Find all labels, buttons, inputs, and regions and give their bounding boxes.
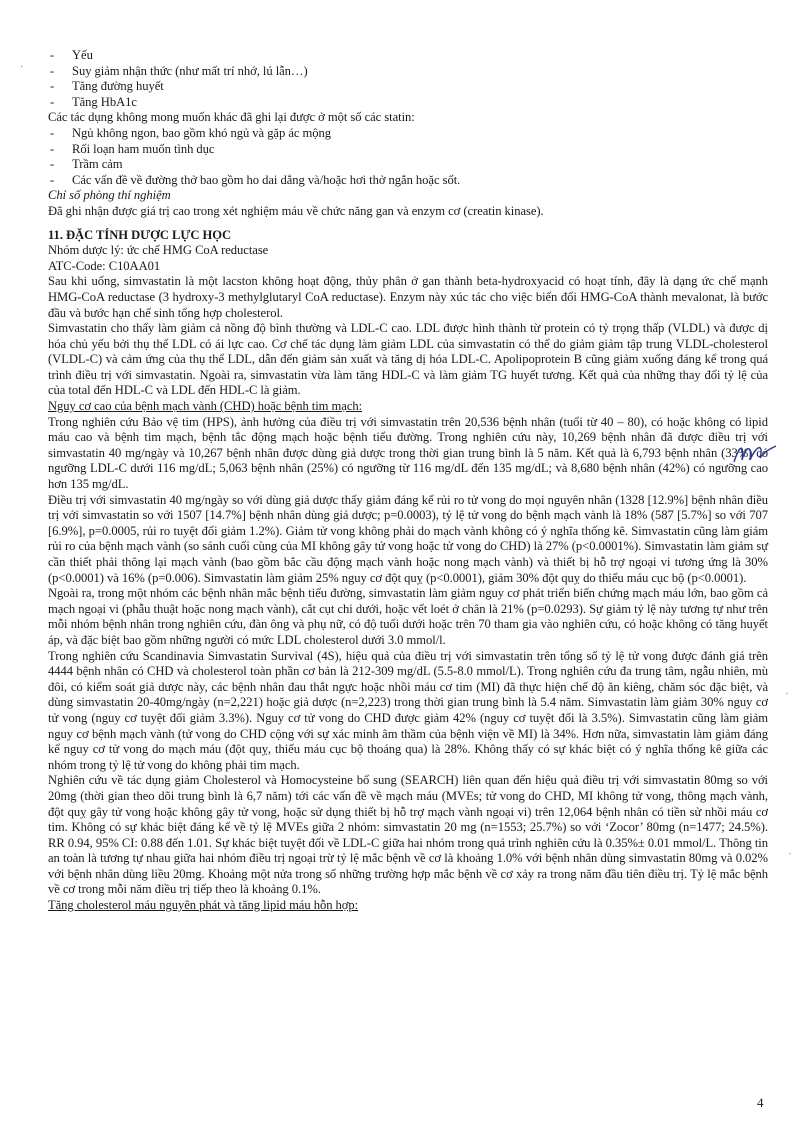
- paragraph: Điều trị với simvastatin 40 mg/ngày so với dùng giả dược thấy giảm đáng kể rủi ro tử vong do mọi nguyên nhân (1328 [12.9%] bệnh nhân điều trị với simvastatin so với 1507 [14.7%] bệnh nhân dùng giả dược; p=0.0003), tỷ lệ tử vong do bệnh mạch vành là 18% (587 [5.7%] so với 707 [6.9%], p=0.0005, rủi ro tuyệt đối giảm 1.2%). Giảm tử vong không phải do mạch vành không có ý nghĩa thống kê. Simvastatin cũng làm giảm rủi ro của bệnh mạch vành (so sánh cuối cùng của MI không gây tử vong hoặc tử vong do CHD) là 27% (p<0.0001%). Simvastatin làm giảm sự cần thiết phải thông lại mạch vành (bao gồm bắc cầu động mạch vành hoặc nong mạch vành) và thiết bị hỗ trợ ngoại vi tương ứng là 30% (p<0.0001) và 16% (p=0.006). Simvastatin làm giảm 25% nguy cơ đột quỵ (p<0.0001), giảm 30% đột quỵ do thiếu máu cục bộ (p<0.0001).: [48, 492, 768, 585]
- scan-mark-icon: ˈ: [788, 850, 792, 864]
- other-effects-intro: Các tác dụng không mong muốn khác đã ghi lại được ở một số các statin:: [48, 110, 415, 125]
- paragraph: Trong nghiên cứu Bảo vệ tim (HPS), ảnh hưởng của điều trị với simvastatin trên 20,536 bệnh nhân (tuổi từ 40 – 80), có hoặc không có lipid máu cao và bệnh tim mạch, bệnh tắc động mạch hoặc bệnh tiểu đường. Trong nghiên cứu này, 10,269 bệnh nhân đã được điều trị với simvastatin 40 mg/ngày và 10,267 bệnh nhân được dùng giả dược trong thời gian trung bình là 5 năm. Kết quả là 6,793 bệnh nhân (33%) có ngưỡng LDL-C dưới 116 mg/dL; 5,063 bệnh nhân (25%) có ngưỡng từ 116 mg/dL đến 135 mg/dL; và 8,680 bệnh nhân (42%) có ngưỡng cao hơn 135 mg/dL.: [48, 414, 768, 492]
- list-item: - Các vấn đề về đường thở bao gồm ho dai dẳng và/hoặc hơi thở ngắn hoặc sốt.: [48, 173, 768, 189]
- paragraph: Simvastatin cho thấy làm giảm cả nồng độ bình thường và LDL-C cao. LDL được hình thành từ protein có tỷ trọng thấp (VLDL) và được dị hóa chủ yếu bởi thụ thể LDL có ái lực cao. Cơ chế tác dụng làm giảm LDL của simvastatin có thể do giảm giảm tập trung VLDL-cholesterol (VLDL-C) và cảm ứng của thụ thể LDL, dẫn đến giảm sản xuất và tăng dị hóa LDL-C. Apolipoprotein B cũng giảm xuống đáng kể trong quá trình điều trị với simvastatin. Ngoài ra, simvastatin vừa làm tăng HDL-C và làm giảm TG huyết tương. Kết quả của những thay đổi tỷ lệ của của total đến HDL-C và LDL đến HDL-C là giảm.: [48, 321, 768, 398]
- paragraph: Nghiên cứu về tác dụng giảm Cholesterol và Homocysteine bổ sung (SEARCH) liên quan đến hiệu quả điều trị với simvastatin 80mg so với 20mg (thời gian theo dõi trung bình là 6,7 năm) tới các vấn đề về mạch máu (MVEs; tử vong do CHD, MI không tử vong, thông mạch vành, đột quỵ gây tử vong hoặc không gây tử vong, hoặc sử dụng thiết bị hỗ trợ mạch vành ngoại vi) trên 12,064 bệnh nhân có tiền sử nhồi máu cơ tim. Không có sự khác biệt đáng kể về tỷ lệ MVEs giữa 2 nhóm: simvastatin 20 mg (n=1553; 25.7%) so với ‘Zocor’ 80mg (n=1477; 24.5%). RR 0.94, 95% CI: 0.88 đến 1.01. Sự khác biệt tuyệt đối về LDL-C giữa hai nhóm trong quá trình nghiên cứu là 0.35%± 0.01 mmol/L. Thông tin an toàn là tương tự nhau giữa hai nhóm điều trị ngoại trừ tỷ lệ mắc bệnh về cơ là khoảng 1.0% với bệnh nhân dùng simvastatin 80mg và 0.02% với bệnh nhân dùng liều 20mg. Khoảng một nửa trong số những trường hợp mắc bệnh về cơ xảy ra trong năm đầu tiên điều trị. Tỷ lệ mắc bệnh về cơ trong mỗi năm điều trị tiếp theo là khoảng 0.1%.: [48, 773, 768, 897]
- list-item: - Ngủ không ngon, bao gồm khó ngủ và gặp ác mộng: [48, 126, 768, 142]
- lab-heading: Chỉ số phòng thí nghiệm: [48, 188, 171, 203]
- list-item: - Suy giảm nhận thức (như mất trí nhớ, lú lẫn…): [48, 64, 768, 80]
- paragraph: Ngoài ra, trong một nhóm các bệnh nhân mắc bệnh tiểu đường, simvastatin làm giảm nguy cơ phát triển biến chứng mạch máu lớn, bao gồm cả mạch ngoại vi (phẫu thuật hoặc nong mạch vành), cắt cụt chi dưới, hoặc vết loét ở chân là 21% (p=0.0293). Sự giảm tỷ lệ này tương tự như trên mỗi nhóm bệnh nhân trong nghiên cứu, đàn ông và phụ nữ, có độ tuổi dưới hoặc trên 70 tham gia vào nghiên cứu, có hoặc không có tăng huyết áp, và đặc biệt bao gồm những người có mức LDL cholesterol dưới 3.0 mmol/l.: [48, 586, 768, 647]
- list-item: - Rối loạn ham muốn tình dục: [48, 142, 768, 158]
- list-item: - Yếu: [48, 48, 768, 64]
- paragraph: Trong nghiên cứu Scandinavia Simvastatin Survival (4S), hiệu quả của điều trị với simvastatin trên tổng số tỷ lệ tử vong được đánh giá trên 4444 bệnh nhân có CHD và cholesterol toàn phần cơ bản là 212-309 mg/dL (5.5-8.0 mmol/L). Trong nghiên cứu đa trung tâm, ngẫu nhiên, mù đôi, có kiểm soát giả dược này, các bệnh nhân đau thắt ngực hoặc nhồi máu cơ tim (MI) đã thực hiện chế độ ăn kiêng, chăm sóc đặc biệt, và dùng simvastatin 20-40mg/ngày (n=2,221) hoặc giả dược (n=2,223) trong thời gian trung bình là 5.4 năm. Simvastatin làm giảm 30% nguy cơ tử vong (nguy cơ tuyệt đối giảm 3.3%). Nguy cơ tử vong do CHD được giảm 42% (nguy cơ tuyệt đối là 3.5%). Simvastatin cũng làm giảm nguy cơ bệnh mạch vành (tử vong do CHD cộng với sự xác minh âm thầm của bệnh viện về MI) là 34%. Hơn nữa, simvastatin làm giảm đáng kể nguy cơ tử vong do mạch máu (đột quỵ, thiếu máu cục bộ thoáng qua) là 28%. Không thấy có sự khác biệt có ý nghĩa thống kê giữa các nhóm trong tỷ lệ tử vong do không phải tim mạch.: [48, 648, 768, 772]
- lab-text: Đã ghi nhận được giá trị cao trong xét nghiệm máu về chức năng gan và enzym cơ (creatin kinase).: [48, 203, 544, 218]
- document-page: [48, 48, 768, 914]
- drug-group: Nhóm dược lý: ức chế HMG CoA reductase: [48, 243, 269, 258]
- side-effects-list: [48, 48, 768, 110]
- chd-heading: Nguy cơ cao của bệnh mạch vành (CHD) hoặc bệnh tim mạch:: [48, 399, 363, 414]
- other-effects-list: [48, 126, 768, 188]
- final-heading: Tăng cholesterol máu nguyên phát và tăng lipid máu hỗn hợp:: [48, 898, 359, 913]
- list-item: - Tăng HbA1c: [48, 95, 768, 111]
- paragraph: Sau khi uống, simvastatin là một lacston không hoạt động, thủy phân ở gan thành beta-hydroxyacid có hoạt tính, đây là dạng ức chế mạnh HMG-CoA reductase (3 hydroxy-3 methylglutaryl CoA reductase). Enzym này xúc tác cho việc biến đổi HMG-CoA thành mevalonat, là bước đầu và bước hạn chế sinh tổng hợp cholesterol.: [48, 274, 768, 320]
- scan-dot-icon: ·: [20, 62, 24, 73]
- scan-mark-icon: ˈ: [785, 690, 789, 704]
- section-heading: 11. ĐẶC TÍNH DƯỢC LỰC HỌC: [48, 227, 232, 242]
- handwritten-signature-icon: [730, 438, 778, 470]
- list-item: - Trầm cảm: [48, 157, 768, 173]
- page-number: 4: [757, 1095, 764, 1110]
- atc-code: ATC-Code: C10AA01: [48, 258, 161, 273]
- list-item: - Tăng đường huyết: [48, 79, 768, 95]
